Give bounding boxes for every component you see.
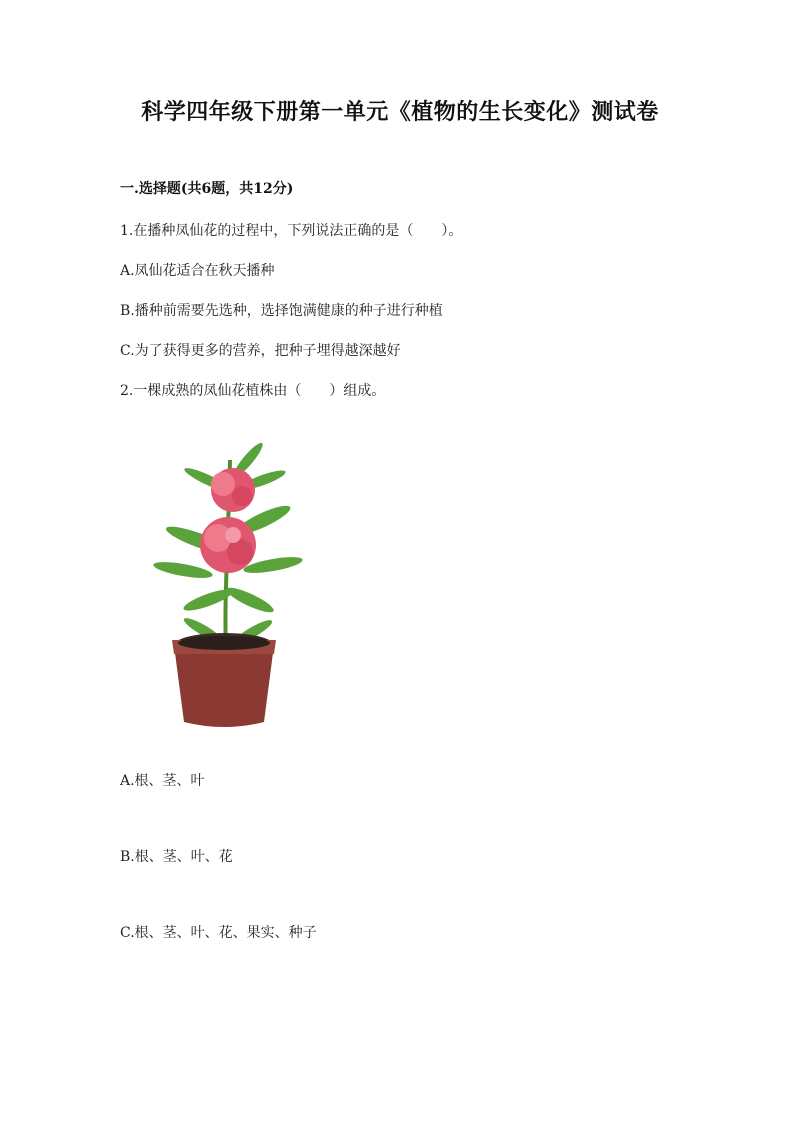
question-2-option-a: A.根、茎、叶 (120, 773, 205, 789)
question-1-option-b: B.播种前需要先选种，选择饱满健康的种子进行种植 (120, 303, 443, 319)
question-1-stem: 1.在播种凤仙花的过程中，下列说法正确的是（ ）。 (120, 223, 463, 239)
question-2-option-c: C.根、茎、叶、花、果实、种子 (120, 925, 317, 941)
question-2-option-b: B.根、茎、叶、花 (120, 849, 233, 865)
section-heading: 一.选择题(共6题，共12分) (120, 181, 294, 197)
question-1-option-c: C.为了获得更多的营养，把种子埋得越深越好 (120, 343, 401, 359)
potted-balsam-plant-icon (138, 440, 310, 732)
page-title: 科学四年级下册第一单元《植物的生长变化》测试卷 (141, 99, 659, 125)
question-2-stem: 2.一棵成熟的凤仙花植株由（ ）组成。 (120, 383, 386, 399)
question-1-option-a: A.凤仙花适合在秋天播种 (120, 263, 275, 279)
